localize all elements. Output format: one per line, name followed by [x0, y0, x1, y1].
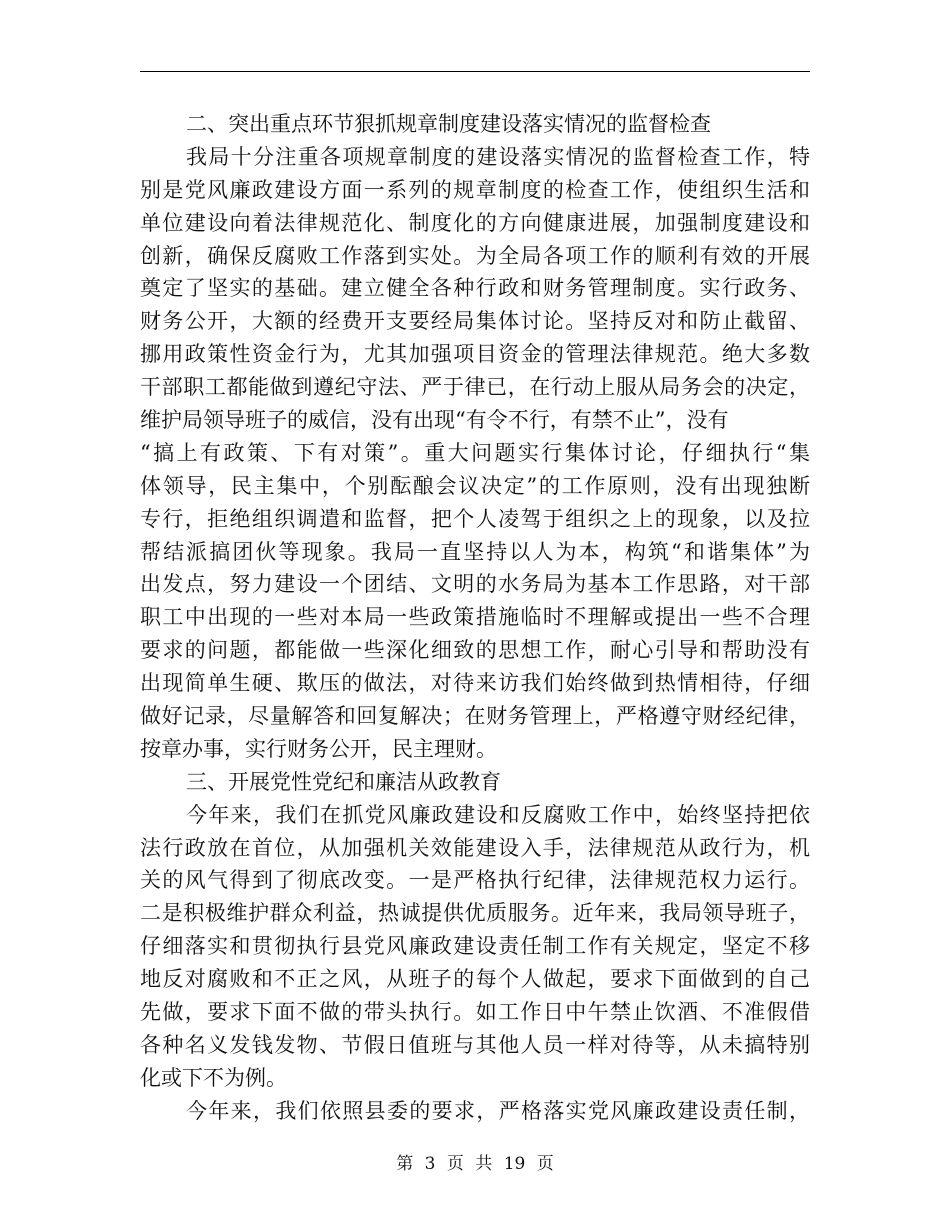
text-line: 干部职工都能做到遵纪守法、严于律已，在行动上服从局务会的决定， [140, 375, 810, 400]
text-line: 关的风气得到了彻底改变。一是严格执行纪律，法律规范权力运行。 [140, 868, 810, 893]
text-line: 创新，确保反腐败工作落到实处。为全局各项工作的顺利有效的开展 [140, 243, 810, 268]
text-line: 出现简单生硬、欺压的做法，对待来访我们始终做到热情相待，仔细 [140, 671, 810, 696]
text-line: 挪用政策性资金行为，尤其加强项目资金的管理法律规范。绝大多数 [140, 342, 810, 367]
document-body [140, 108, 810, 1128]
text-line: 三、开展党性党纪和廉洁从政教育 [186, 769, 501, 794]
text-line: 帮结派搞团伙等现象。我局一直坚持以人为本，构筑“和谐集体”为 [140, 539, 810, 564]
text-line: 别是党风廉政建设方面一系列的规章制度的检查工作，使组织生活和 [140, 177, 810, 202]
text-line: 二是积极维护群众利益，热诚提供优质服务。近年来，我局领导班子， [140, 901, 810, 926]
text-line: 仔细落实和贯彻执行县党风廉政建设责任制工作有关规定，坚定不移 [140, 934, 810, 959]
text-line: 体领导，民主集中，个别酝酿会议决定”的工作原则，没有出现独断 [140, 473, 810, 498]
text-line: 专行，拒绝组织调遣和监督，把个人凌驾于组织之上的现象，以及拉 [140, 506, 810, 531]
text-line: 做好记录，尽量解答和回复解决；在财务管理上，严格遵守财经纪律， [140, 704, 810, 729]
header-rule [140, 71, 810, 72]
text-line: 地反对腐败和不正之风，从班子的每个人做起，要求下面做到的自己 [140, 967, 810, 992]
text-line: 单位建设向着法律规范化、制度化的方向健康进展，加强制度建设和 [140, 210, 810, 235]
text-line: 法行政放在首位，从加强机关效能建设入手，法律规范从政行为，机 [140, 835, 810, 860]
text-line: 按章办事，实行财务公开，民主理财。 [140, 736, 497, 761]
page-footer: 第 3 页 共 19 页 [396, 1154, 554, 1174]
text-line: 维护局领导班子的威信，没有出现“有令不行，有禁不止”，没有 [140, 408, 729, 433]
text-line: 出发点，努力建设一个团结、文明的水务局为基本工作思路，对干部 [140, 572, 810, 597]
text-line: 化或下不为例。 [140, 1065, 287, 1090]
text-line: 先做，要求下面不做的带头执行。如工作日中午禁止饮酒、不准假借 [140, 1000, 810, 1025]
text-line: 财务公开，大额的经费开支要经局集体讨论。坚持反对和防止截留、 [140, 309, 810, 334]
text-line: 职工中出现的一些对本局一些政策措施临时不理解或提出一些不合理 [140, 605, 810, 630]
text-line: 奠定了坚实的基础。建立健全各种行政和财务管理制度。实行政务、 [140, 276, 810, 301]
text-line: 今年来，我们依照县委的要求，严格落实党风廉政建设责任制， [186, 1098, 810, 1123]
text-line: 我局十分注重各项规章制度的建设落实情况的监督检查工作，特 [186, 144, 810, 169]
text-line: 二、突出重点环节狠抓规章制度建设落实情况的监督检查 [186, 112, 711, 136]
text-line: 各种名义发钱发物、节假日值班与其他人员一样对待等，从未搞特别 [140, 1032, 810, 1057]
text-line: 今年来，我们在抓党风廉政建设和反腐败工作中，始终坚持把依 [186, 802, 810, 827]
text-line: “搞上有政策、下有对策”。重大问题实行集体讨论，仔细执行“集 [140, 440, 810, 465]
text-line: 要求的问题，都能做一些深化细致的思想工作，耐心引导和帮助没有 [140, 638, 810, 663]
